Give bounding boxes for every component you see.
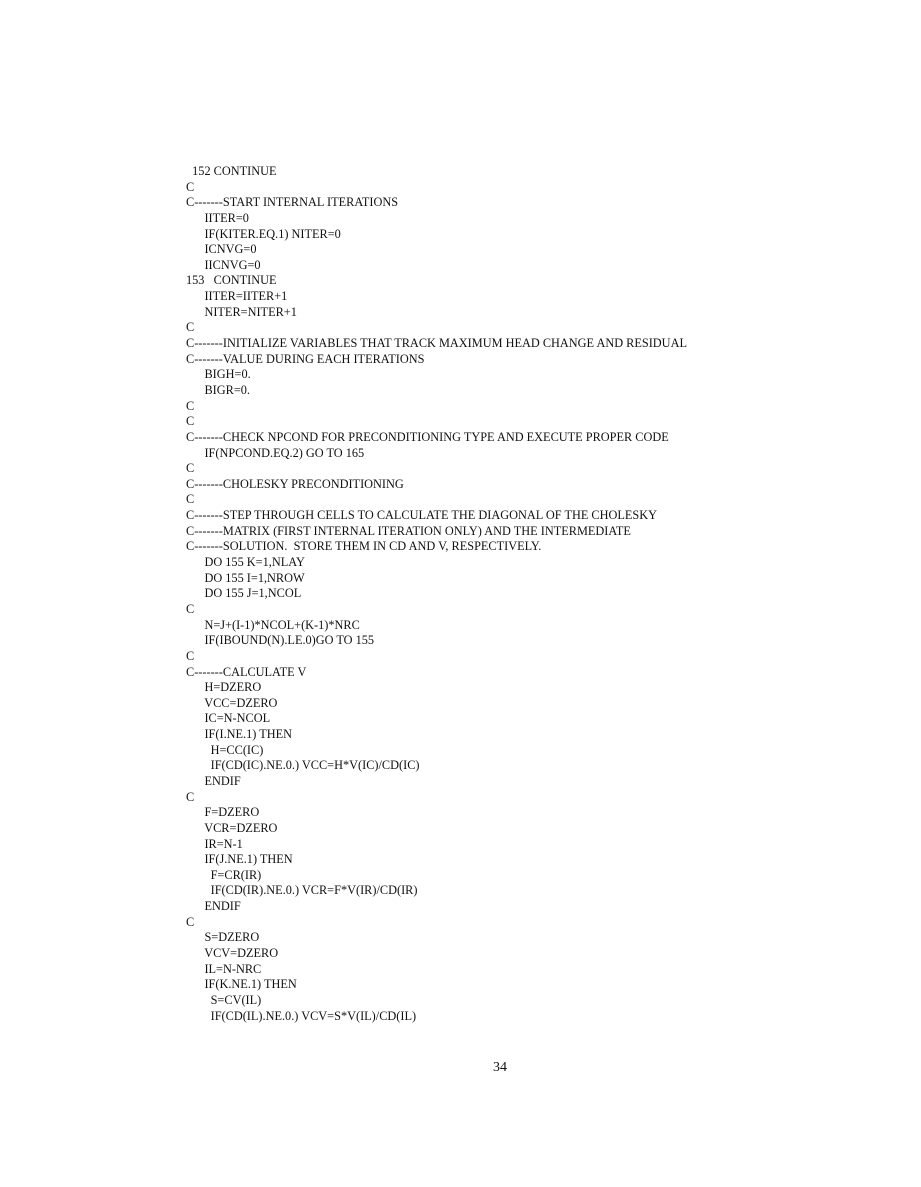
code-line: IC=N-NCOL	[186, 711, 271, 726]
code-line: BIGR=0.	[186, 382, 250, 397]
code-line: IF(K.NE.1) THEN	[186, 977, 297, 992]
code-line: IF(CD(IR).NE.0.) VCR=F*V(IR)/CD(IR)	[186, 883, 418, 898]
fortran-code-listing	[186, 164, 687, 1024]
code-line: C-------CHECK NPCOND FOR PRECONDITIONING TYPE AND EXECUTE PROPER CODE	[186, 429, 669, 444]
code-line: C-------START INTERNAL ITERATIONS	[186, 195, 399, 210]
code-line: VCC=DZERO	[186, 695, 278, 710]
code-line: C-------MATRIX (FIRST INTERNAL ITERATION ONLY) AND THE INTERMEDIATE	[186, 523, 631, 538]
code-line: C	[186, 461, 195, 476]
code-line: H=DZERO	[186, 680, 262, 695]
code-line: N=J+(I-1)*NCOL+(K-1)*NRC	[186, 617, 360, 632]
code-line: IF(J.NE.1) THEN	[186, 852, 293, 867]
code-line: IF(CD(IL).NE.0.) VCV=S*V(IL)/CD(IL)	[186, 1008, 417, 1023]
code-line: C	[186, 601, 195, 616]
code-line: IITER=0	[186, 210, 249, 225]
code-line: ENDIF	[186, 773, 241, 788]
code-line: C	[186, 179, 195, 194]
code-line: C	[186, 492, 195, 507]
code-line: BIGH=0.	[186, 367, 251, 382]
code-line: DO 155 J=1,NCOL	[186, 586, 302, 601]
code-line: H=CC(IC)	[186, 742, 264, 757]
code-line: C-------CHOLESKY PRECONDITIONING	[186, 476, 404, 491]
code-line: IF(CD(IC).NE.0.) VCC=H*V(IC)/CD(IC)	[186, 758, 420, 773]
code-line: ICNVG=0	[186, 242, 257, 257]
code-line: F=CR(IR)	[186, 867, 262, 882]
code-line: C	[186, 648, 195, 663]
code-line: F=DZERO	[186, 805, 260, 820]
code-line: DO 155 I=1,NROW	[186, 570, 305, 585]
code-line: IF(IBOUND(N).LE.0)GO TO 155	[186, 633, 375, 648]
code-line: NITER=NITER+1	[186, 304, 297, 319]
code-line: C-------CALCULATE V	[186, 664, 307, 679]
code-line: C	[186, 398, 195, 413]
code-line: 153 CONTINUE	[186, 273, 277, 288]
code-line: 152 CONTINUE	[186, 164, 277, 178]
code-line: C	[186, 414, 195, 429]
code-line: C-------VALUE DURING EACH ITERATIONS	[186, 351, 425, 366]
code-line: IF(KITER.EQ.1) NITER=0	[186, 226, 341, 241]
code-line: C-------INITIALIZE VARIABLES THAT TRACK MAXIMUM HEAD CHANGE AND RESIDUAL	[186, 336, 687, 351]
code-line: S=DZERO	[186, 930, 260, 945]
code-line: C	[186, 789, 195, 804]
code-line: IL=N-NRC	[186, 961, 262, 976]
code-line: VCR=DZERO	[186, 820, 278, 835]
code-line: IF(NPCOND.EQ.2) GO TO 165	[186, 445, 365, 460]
code-line: VCV=DZERO	[186, 946, 279, 961]
code-line: IR=N-1	[186, 836, 243, 851]
code-line: IITER=IITER+1	[186, 289, 288, 304]
code-line: C-------STEP THROUGH CELLS TO CALCULATE THE DIAGONAL OF THE CHOLESKY	[186, 508, 658, 523]
code-line: ENDIF	[186, 899, 241, 914]
page-number: 34	[493, 1060, 507, 1075]
code-line: IF(I.NE.1) THEN	[186, 727, 292, 742]
code-line: C	[186, 320, 195, 335]
code-line: C	[186, 914, 195, 929]
code-line: DO 155 K=1,NLAY	[186, 555, 305, 570]
code-line: C-------SOLUTION. STORE THEM IN CD AND V, RESPECTIVELY.	[186, 539, 542, 554]
code-line: IICNVG=0	[186, 257, 261, 272]
code-line: S=CV(IL)	[186, 992, 262, 1007]
